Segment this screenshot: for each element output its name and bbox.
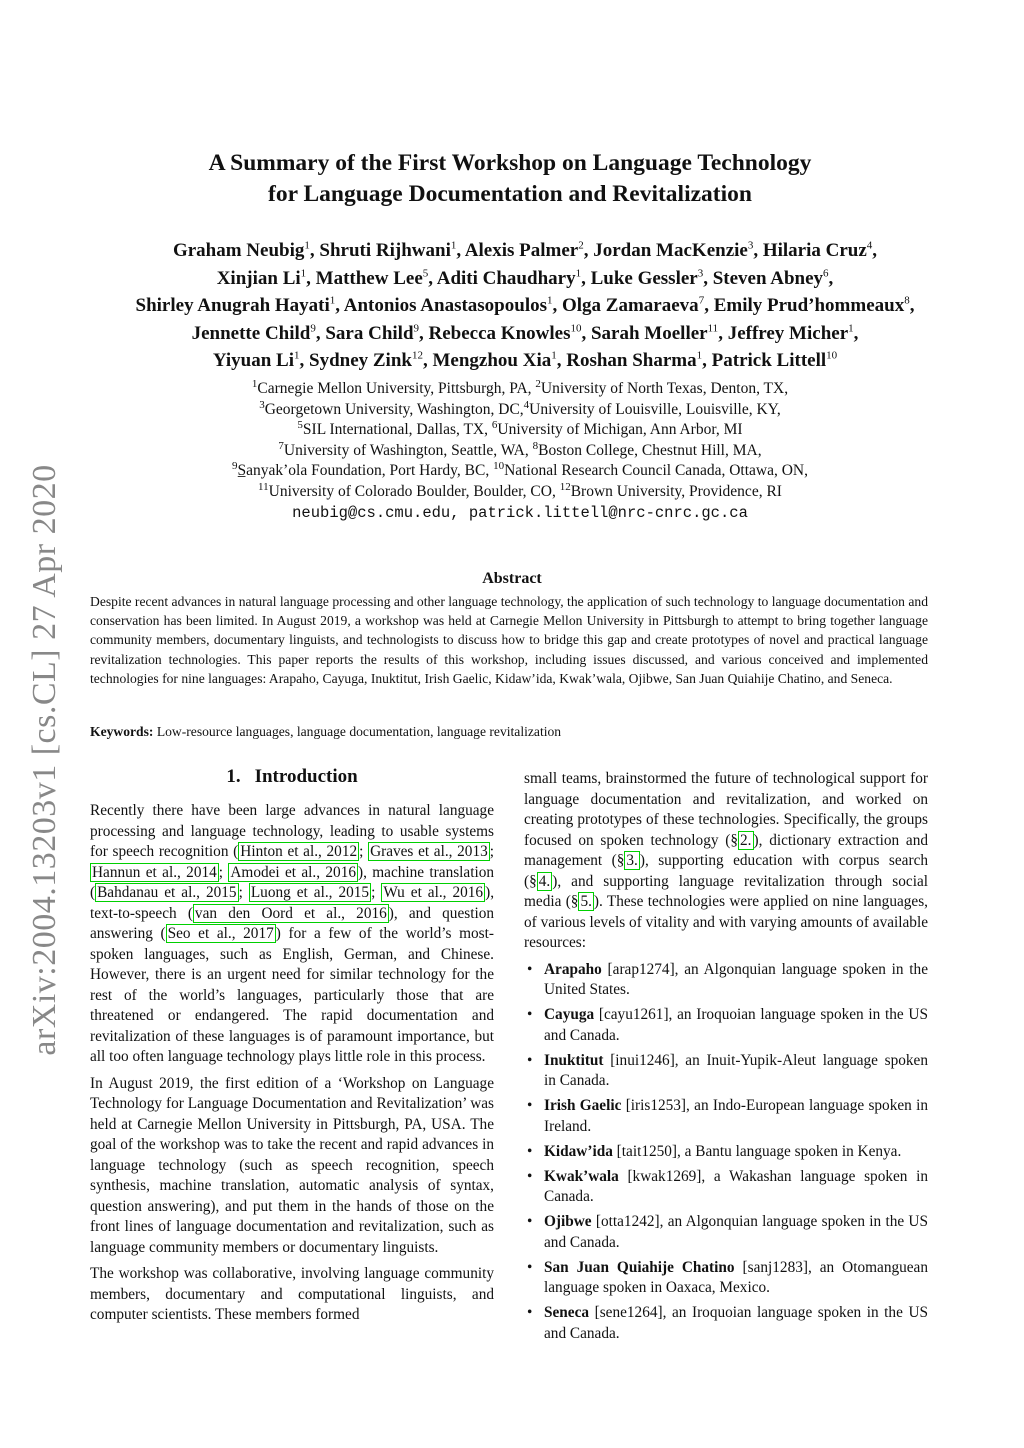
language-name: Kwak’wala [544,1167,619,1185]
paper-title [60,148,960,210]
intro-paragraph-3: The workshop was collaborative, involving language community members, documentary and computational linguists, and computer scientists. These members formed [90,1265,494,1323]
author-affiliation-mark: 1 [450,239,457,252]
affiliation-number: 5 [297,419,303,432]
author-name: Emily Prud’hommeaux [713,295,905,316]
author-name: Sara Child [325,322,414,344]
author-affiliation-mark: 9 [413,322,420,335]
author-affiliation-mark: 11 [707,322,719,335]
author-name: Shirley Anugrah Hayati [135,295,330,316]
keywords-text: Low-resource languages, language documentation, language revitalization [153,724,562,739]
author-affiliation-mark: 1 [300,267,307,280]
contact-emails: neubig@cs.cmu.edu, patrick.littell@nrc-cnrc.gc.ca [292,503,748,522]
affiliation-name: S̲anyak’ola Foundation, Port Hardy, BC, [237,462,494,480]
author-name: Roshan Sharma [566,350,697,371]
affiliation-name: Brown University, Providence, RI [570,482,782,500]
author-affiliation-mark: 7 [698,294,705,307]
language-item [524,1051,928,1092]
left-column [90,764,494,1332]
abstract-text: Despite recent advances in natural language processing and other language technology, the application of such technology to language documentation and conservation has been limited. In August 2019, a workshop was held at Carnegie Mellon University in Pittsburgh to attempt to bring together language community members, documentary linguists, and technologists to discuss how to bridge this gap and create prototypes of novel and practical language revitalization technologies. This paper reports the results of this workshop, including issues discussed, and various conceived and implemented technologies for nine languages: Arapaho, Cayuga, Inuktitut, Irish Gaelic, Kidaw’ida, Kwak’wala, Ojibwe, San Juan Quiahije Chatino, and Seneca. [90,594,928,686]
author-name: Patrick Littell [711,350,827,371]
author-line: Graham Neubig$^1$, Shruti Rijhwani$^1$, Alexis Palmer$^2$, Jordan MacKenzie$^3$, Hilaria Cruz$^4$, [172,239,878,261]
language-item [524,1096,928,1137]
author-name: Luke Gessler [590,267,698,289]
author-affiliation-mark: 9 [310,322,316,335]
citation-link[interactable]: 3. [626,852,638,869]
abstract-heading: Abstract [482,570,542,587]
language-item [524,1212,928,1253]
citation-link[interactable]: Hinton et al., 2012 [240,843,358,860]
author-affiliation-mark: 2 [578,239,584,252]
affiliation-name: University of Louisville, Louisville, KY, [529,400,781,418]
affiliation-name: Boston College, Chestnut Hill, MA, [538,441,762,459]
language-description: [sene1264], an Iroquoian language spoken in the US and Canada. [544,1304,928,1342]
language-list [524,960,928,1345]
author-affiliation-mark: 1 [696,349,703,362]
author-name: Jordan MacKenzie [593,240,748,261]
author-affiliation-mark: 6 [823,267,829,280]
author-affiliation-mark: 3 [747,239,754,252]
intro-paragraph-1: Recently there have been large advances in natural language processing and language technology, leading to usable systems for speech recognition ( Hinton et al., 2012 ; Graves et al., 2013 ; Hannun et al., 2014 ; Amodei et al., 2016 ), machine translation ( Bahdanau et al., 2015 ; Luong et al., 2015 ; Wu et al., 2016 ), text-to-speech ( van den Oord et al., 2016 ), and question answering ( Seo et al., 2017 ) for a few of the world’s most-spoken languages, such as English, German, and Chinese. However, there is an urgent need for similar technology for the rest of the world’s languages, particularly those that are threatened or endangered. The rapid documentation and revitalization of these languages is of paramount importance, but all too often language technology plays little role in this process. [90,802,495,1065]
affiliation-line [120,379,920,400]
citation-link[interactable]: Seo et al., 2017 [167,925,274,942]
author-name: Mengzhou Xia [432,350,552,371]
citation-link[interactable]: 2. [740,831,752,849]
author-name: Graham Neubig [172,240,305,261]
affiliation-list [120,379,920,503]
citation-link[interactable]: Wu et al., 2016 [383,884,484,901]
author-line: Jennette Child$^9$, Sara Child$^9$, Rebecca Knowles$^{10}$, Sarah Moeller$^{11}$, Jeffrey Micher$^1$, [191,322,859,344]
affiliation-number: 2 [535,377,541,390]
author-name: Matthew Lee [315,267,423,289]
author-line: Yiyuan Li$^1$, Sydney Zink$^{12}$, Mengzhou Xia$^1$, Roshan Sharma$^1$, Patrick Littell$^{10}$ [212,349,838,371]
affiliation-number: 8 [532,439,539,452]
author-name: Antonios Anastasopoulos [343,295,547,316]
intro-paragraph-2: In August 2019, the first edition of a ‘Workshop on Language Technology for Language Documentation and Revitalization’ was held at Carnegie Mellon University in Pittsburgh, PA, USA. The goal of the workshop was to take the recent and rapid advances in language technology (such as speech recognition, speech synthesis, machine translation, automatic analysis of syntax, question answering), and put them in the hands of those on the front lines of language documentation and revitalization, such as language community members or documentary linguists. [90,1074,494,1256]
language-name: Kidaw’ida [544,1142,613,1160]
author-affiliation-mark: 10 [570,322,582,335]
affiliation-name: Georgetown University, Washington, DC, [264,400,524,418]
affiliation-number: 7 [278,439,284,452]
affiliation-line [120,441,920,462]
author-affiliation-mark: 10 [826,349,838,362]
author-affiliation-mark: 1 [304,239,310,252]
author-affiliation-mark: 3 [697,267,704,280]
affiliation-name: University of Michigan, Ann Arbor, MI [497,421,743,439]
author-affiliation-mark: 1 [551,349,557,362]
author-line: Xinjian Li$^1$, Matthew Lee$^5$, Aditi Chaudhary$^1$, Luke Gessler$^3$, Steven Abney$^6$, [216,267,834,289]
author-name: Yiyuan Li [212,350,294,371]
author-affiliation-mark: 1 [329,294,336,307]
intro-paragraph-4: small teams, brainstormed the future of technological support for language documentation and revitalization, and worked on creating prototypes of these technologies. Specifically, the groups focused on spoken technology (§ 2. ), dictionary extraction and management (§ 3. ), supporting education with corpus search (§ 4. ), and supporting language revitalization through social media (§ 5. ). These technologies were applied on nine languages, of various levels of vitality and with varying amounts of available resources: [524,770,929,951]
citation-link[interactable]: Luong et al., 2015 [250,884,370,901]
author-affiliation-mark: 4 [866,239,873,252]
author-affiliation-mark: 1 [848,322,854,335]
language-description: [sanj1283], an Otomanguean language spoken in Oaxaca, Mexico. [544,1258,928,1296]
language-description: [inui1246], an Inuit-Yupik-Aleut language spoken in Canada. [544,1051,928,1089]
affiliation-number: 10 [493,460,505,473]
citation-link[interactable]: 4. [538,872,551,890]
affiliation-number: 12 [559,480,571,493]
author-name: Steven Abney [712,267,824,289]
section-number: 1. [226,766,241,787]
citation-link[interactable]: Hannun et al., 2014 [92,863,217,881]
keywords-label: Keywords: [90,724,154,739]
affiliation-name: Carnegie Mellon University, Pittsburgh, PA, [257,380,536,397]
author-affiliation-mark: 5 [422,267,429,280]
author-name: Aditi Chaudhary [436,267,576,289]
author-name: Jeffrey Micher [727,322,849,344]
affiliation-number: 4 [523,398,530,411]
citation-link[interactable]: Bahdanau et al., 2015 [97,884,237,901]
author-affiliation-mark: 12 [411,349,423,362]
affiliation-name: University of Washington, Seattle, WA, [283,441,533,459]
affiliation-name: University of Colorado Boulder, Boulder, CO, [268,482,560,500]
affiliation-name: National Research Council Canada, Ottawa, ON, [504,462,808,480]
affiliation-line [120,482,920,503]
language-description: [cayu1261], an Iroquoian language spoken in the US and Canada. [544,1006,928,1044]
affiliations [120,379,920,523]
affiliation-number: 9 [232,460,238,473]
author-name: Olga Zamaraeva [562,295,699,316]
author-name: Hilaria Cruz [762,240,867,261]
author-affiliation-mark: 1 [294,349,300,362]
author-name: Rebecca Knowles [428,322,571,344]
language-item [524,1167,928,1208]
language-name: Ojibwe [544,1213,592,1230]
language-name: Seneca [544,1304,590,1321]
author-affiliation-mark: 1 [547,294,553,307]
affiliation-line [120,420,920,441]
title-line: A Summary of the First Workshop on Language Technology [208,150,812,176]
citation-link[interactable]: 5. [580,893,592,910]
language-item [524,1005,928,1046]
language-description: [arap1274], an Algonquian language spoken in the United States. [544,960,928,998]
affiliation-line [120,461,920,482]
language-item [524,960,928,1001]
author-name: Shruti Rijhwani [319,240,451,261]
arxiv-sidebar [0,450,90,1070]
affiliation-line [120,400,920,421]
author-affiliation-mark: 8 [904,294,910,307]
language-description: [iris1253], an Indo-European language spoken in Ireland. [544,1097,928,1135]
citation-link[interactable]: Graves et al., 2013 [370,843,488,860]
affiliation-name: SIL International, Dallas, TX, [302,421,492,439]
citation-link[interactable]: van den Oord et al., 2016 [194,904,387,922]
language-item [524,1142,928,1163]
right-column [524,769,928,1349]
language-description: [tait1250], a Bantu language spoken in Kenya. [612,1142,902,1160]
affiliation-number: 1 [251,377,258,390]
affiliation-number: 11 [258,480,269,493]
language-name: Irish Gaelic [544,1097,622,1114]
language-description: [kwak1269], a Wakashan language spoken in Canada. [544,1167,928,1205]
language-item [524,1303,928,1344]
author-line: Shirley Anugrah Hayati$^1$, Antonios Anastasopoulos$^1$, Olga Zamaraeva$^7$, Emily Prud’hommeaux$^8$, [135,294,915,316]
language-description: [otta1242], an Algonquian language spoken in the US and Canada. [544,1213,928,1251]
author-name: Sydney Zink [309,350,412,371]
language-name: Inuktitut [544,1051,604,1069]
author-name: Alexis Palmer [464,240,579,261]
section-title: Introduction [254,766,358,787]
citation-link[interactable]: Amodei et al., 2016 [230,863,357,881]
author-list [70,237,980,375]
keywords [90,724,928,740]
language-name: Cayuga [544,1006,595,1023]
language-item [524,1258,928,1299]
affiliation-number: 6 [491,419,498,432]
language-name: Arapaho [544,960,602,978]
author-affiliation-mark: 1 [575,267,582,280]
section-heading [90,764,494,790]
author-name: Sarah Moeller [590,322,708,344]
language-name: San Juan Quiahije Chatino [544,1258,735,1276]
author-name: Xinjian Li [216,267,301,289]
affiliation-number: 3 [259,398,265,411]
title-line: for Language Documentation and Revitalization [268,181,752,207]
author-name: Jennette Child [191,322,311,344]
affiliation-name: University of North Texas, Denton, TX, [540,380,789,397]
arxiv-identifier: arXiv:2004.13203v1 [cs.CL] 27 Apr 2020 [26,464,63,1056]
